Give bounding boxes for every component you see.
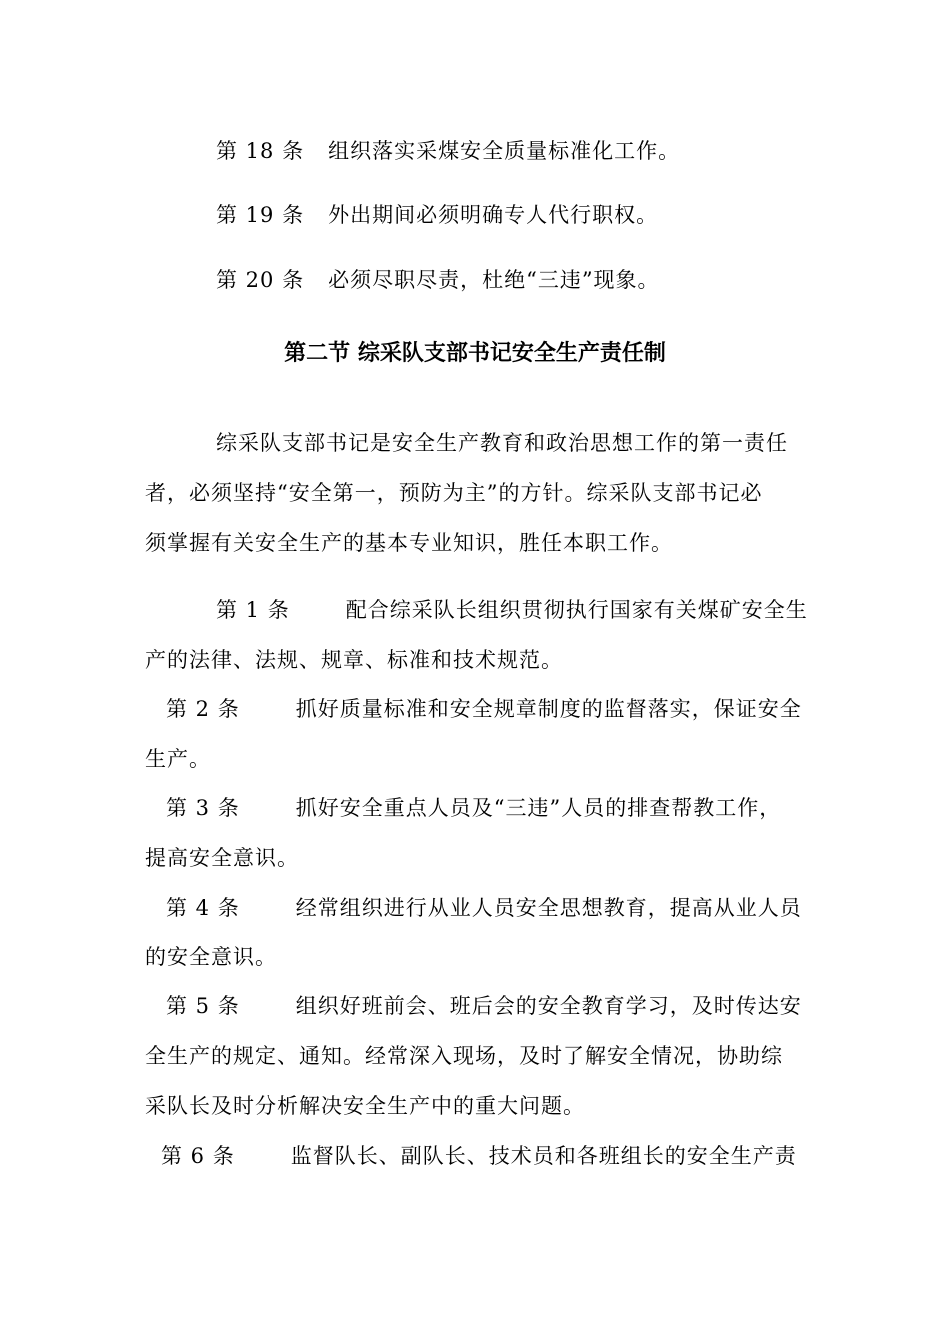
article-text: 配合综采队长组织贯彻执行国家有关煤矿安全生 bbox=[345, 598, 808, 622]
intro-line: 者，必须坚持“安全第一，预防为主”的方针。综采队支部书记必 bbox=[145, 481, 763, 505]
article-5 bbox=[166, 991, 802, 1021]
article-2 bbox=[166, 694, 802, 724]
article-text-continued: 产的法律、法规、规章、标准和技术规范。 bbox=[145, 648, 563, 672]
article-number: 第 18 条 bbox=[216, 139, 305, 163]
article-number: 第 5 条 bbox=[166, 994, 240, 1018]
article-text-continued: 全生产的规定、通知。经常深入现场，及时了解安全情况，协助综 bbox=[145, 1044, 783, 1068]
article-text-continued: 采队长及时分析解决安全生产中的重大问题。 bbox=[145, 1094, 585, 1118]
article-number: 第 1 条 bbox=[216, 598, 290, 622]
intro-line: 须掌握有关安全生产的基本专业知识，胜任本职工作。 bbox=[145, 531, 673, 555]
section-title: 第二节 综采队支部书记安全生产责任制 bbox=[284, 341, 666, 366]
article-text: 监督队长、副队长、技术员和各班组长的安全生产责 bbox=[290, 1144, 797, 1168]
article-text: 必须尽职尽责，杜绝“三违”现象。 bbox=[328, 268, 660, 292]
article-20 bbox=[216, 265, 660, 295]
article-number: 第 2 条 bbox=[166, 697, 240, 721]
article-4 bbox=[166, 893, 802, 923]
article-number: 第 6 条 bbox=[161, 1144, 235, 1168]
article-number: 第 3 条 bbox=[166, 796, 240, 820]
article-text-continued: 提高安全意识。 bbox=[145, 846, 299, 870]
article-text: 抓好质量标准和安全规章制度的监督落实，保证安全 bbox=[295, 697, 802, 721]
article-number: 第 19 条 bbox=[216, 203, 305, 227]
article-text: 外出期间必须明确专人代行职权。 bbox=[328, 203, 659, 227]
article-1 bbox=[216, 595, 808, 625]
article-number: 第 4 条 bbox=[166, 896, 240, 920]
article-text: 组织落实采煤安全质量标准化工作。 bbox=[328, 139, 681, 163]
article-text: 抓好安全重点人员及“三违”人员的排查帮教工作， bbox=[295, 796, 782, 820]
article-18 bbox=[216, 136, 680, 166]
article-19 bbox=[216, 200, 658, 230]
article-text: 经常组织进行从业人员安全思想教育，提高从业人员 bbox=[295, 896, 802, 920]
article-text-continued: 生产。 bbox=[145, 747, 211, 771]
intro-line: 综采队支部书记是安全生产教育和政治思想工作的第一责任 bbox=[216, 431, 788, 455]
article-3 bbox=[166, 793, 781, 823]
article-6 bbox=[161, 1141, 797, 1171]
article-number: 第 20 条 bbox=[216, 268, 305, 292]
article-text-continued: 的安全意识。 bbox=[145, 945, 277, 969]
article-text: 组织好班前会、班后会的安全教育学习，及时传达安 bbox=[295, 994, 802, 1018]
